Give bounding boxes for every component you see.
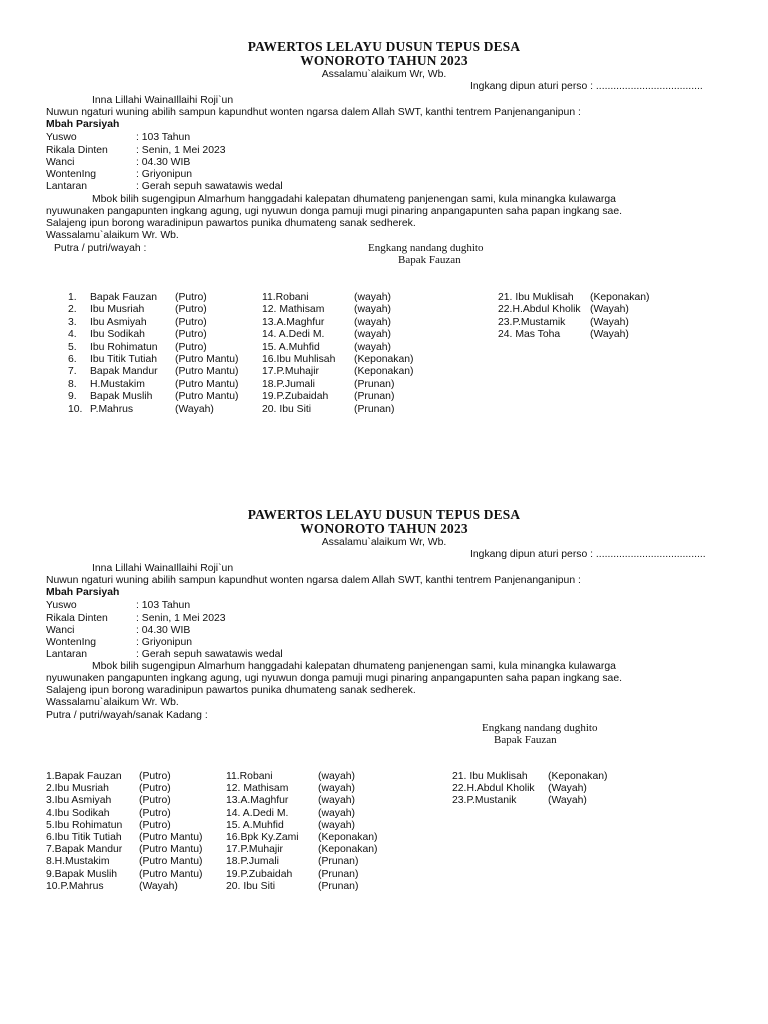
greeting: Assalamu`alaikum Wr, Wb. xyxy=(321,69,447,80)
notice-title-line2: WONOROTO TAHUN 2023 xyxy=(300,521,468,536)
forward-paragraph: Salajeng ipun borong waradinipun pawartos punika dhumateng sanak sedherek. xyxy=(46,685,416,696)
list-item-relation: (Keponakan) xyxy=(354,366,414,378)
list-item-name: 24. Mas Toha xyxy=(498,329,561,341)
list-item-name: 3.Ibu Asmiyah xyxy=(46,795,112,807)
list-item-name: Ibu Rohimatun xyxy=(90,341,158,353)
list-item-number: 7. xyxy=(68,366,77,378)
detail-value: : Senin, 1 Mei 2023 xyxy=(136,145,226,156)
list-item-number: 5. xyxy=(68,341,77,353)
list-item-name: 22.H.Abdul Kholik xyxy=(498,304,581,316)
list-item-name: Ibu Sodikah xyxy=(90,329,145,341)
list-item-relation: (wayah) xyxy=(318,807,355,819)
signer-name: Bapak Fauzan xyxy=(494,734,557,746)
list-item-name: 12. Mathisam xyxy=(262,304,325,316)
detail-value: : Griyonipun xyxy=(136,637,193,648)
list-item-name: 19.P.Zubaidah xyxy=(262,391,329,403)
list-item-relation: (Putro) xyxy=(175,329,207,341)
list-item-name: 13.A.Maghfur xyxy=(262,316,325,328)
detail-label: Yuswo xyxy=(46,600,77,611)
apology-paragraph-line2: nyuwunaken pangapunten ingkang agung, ugi nyuwun donga pamuji mugi pinaring anpangapunten saha papan ingkang sae. xyxy=(46,673,622,684)
list-item-number: 2. xyxy=(68,304,77,316)
notice-1 xyxy=(0,0,768,470)
list-item-relation: (wayah) xyxy=(354,304,391,316)
list-item-name: 8.H.Mustakim xyxy=(46,856,110,868)
detail-label: Wanci xyxy=(46,157,75,168)
list-item-relation: (Wayah) xyxy=(548,783,587,795)
list-item-name: 18.P.Jumali xyxy=(262,378,315,390)
list-item-relation: (Prunan) xyxy=(318,880,359,892)
list-item-relation: (Wayah) xyxy=(590,329,629,341)
detail-value: : Gerah sepuh sawatawis wedal xyxy=(136,649,283,660)
list-item-relation: (Wayah) xyxy=(590,316,629,328)
list-item-relation: (Wayah) xyxy=(139,880,178,892)
list-item-relation: (wayah) xyxy=(354,329,391,341)
notice-title-line1: PAWERTOS LELAYU DUSUN TEPUS DESA xyxy=(247,39,521,54)
detail-label: Rikala Dinten xyxy=(46,613,108,624)
notice-2 xyxy=(0,466,768,936)
greeting: Assalamu`alaikum Wr, Wb. xyxy=(321,537,447,548)
list-item-relation: (Keponakan) xyxy=(354,354,414,365)
list-item-relation: (Putro Mantu) xyxy=(139,832,203,843)
list-item-name: 9.Bapak Muslih xyxy=(46,868,118,880)
list-item-number: 10. xyxy=(68,403,83,415)
list-item-number: 8. xyxy=(68,378,77,390)
list-item-name: 19.P.Zubaidah xyxy=(226,868,293,880)
list-item-relation: (Prunan) xyxy=(354,378,395,390)
deceased-name: Mbah Parsiyah xyxy=(46,587,120,598)
list-item-relation: (Putro) xyxy=(175,304,207,316)
list-item-name: Bapak Fauzan xyxy=(90,292,158,303)
list-item-relation: (Putro Mantu) xyxy=(139,844,203,856)
list-item-name: 7.Bapak Mandur xyxy=(46,844,123,856)
forward-paragraph: Salajeng ipun borong waradinipun pawartos punika dhumateng sanak sedherek. xyxy=(46,218,416,229)
notice-title-line2: WONOROTO TAHUN 2023 xyxy=(300,53,468,68)
list-item-name: 2.Ibu Musriah xyxy=(46,783,109,795)
list-item-relation: (wayah) xyxy=(318,771,355,782)
family-list-label: Putra / putri/wayah/sanak Kadang : xyxy=(46,710,208,721)
list-item-name: 14. A.Dedi M. xyxy=(226,807,289,819)
list-item-relation: (Putro) xyxy=(139,795,171,807)
list-item-name: 21. Ibu Muklisah xyxy=(452,771,528,782)
detail-value: : 103 Tahun xyxy=(136,132,191,143)
list-item-name: 11.Robani xyxy=(262,292,309,303)
list-item-name: 10.P.Mahrus xyxy=(46,880,104,892)
list-item-name: 21. Ibu Muklisah xyxy=(498,292,574,303)
list-item-name: Bapak Muslih xyxy=(90,391,153,403)
list-item-relation: (wayah) xyxy=(354,341,391,353)
list-item-relation: (Wayah) xyxy=(590,304,629,316)
detail-value: : Griyonipun xyxy=(136,169,193,180)
list-item-name: 23.P.Mustamik xyxy=(498,316,566,328)
list-item-relation: (Prunan) xyxy=(354,403,395,415)
list-item-relation: (wayah) xyxy=(318,819,355,831)
list-item-relation: (Putro) xyxy=(175,292,207,303)
list-item-number: 6. xyxy=(68,354,77,365)
closing-salam: Wassalamu`alaikum Wr. Wb. xyxy=(46,230,179,241)
list-item-relation: (Putro Mantu) xyxy=(139,868,203,880)
list-item-relation: (Wayah) xyxy=(175,403,214,415)
list-item-number: 1. xyxy=(68,292,77,303)
signer-title: Engkang nandang dughito xyxy=(368,242,484,254)
detail-label: Lantaran xyxy=(46,181,88,192)
inna-lillahi: Inna Lillahi WainaIllaihi Roji`un xyxy=(92,95,234,106)
intro-text: Nuwun ngaturi wuning abilih sampun kapundhut wonten ngarsa dalem Allah SWT, kanthi tentrem Panjenanganipun : xyxy=(46,575,581,586)
list-item-name: 11.Robani xyxy=(226,771,273,782)
list-item-relation: (Keponakan) xyxy=(590,292,650,303)
list-item-relation: (wayah) xyxy=(318,783,355,795)
list-item-name: Bapak Mandur xyxy=(90,366,158,378)
list-item-relation: (Putro) xyxy=(139,783,171,795)
list-item-relation: (Wayah) xyxy=(548,795,587,807)
list-item-name: 14. A.Dedi M. xyxy=(262,329,325,341)
list-item-name: 5.Ibu Rohimatun xyxy=(46,819,123,831)
detail-value: : 04.30 WIB xyxy=(136,157,191,168)
detail-label: Lantaran xyxy=(46,649,88,660)
detail-label: WontenIng xyxy=(46,169,97,180)
detail-value: : Gerah sepuh sawatawis wedal xyxy=(136,181,283,192)
list-item-name: 13.A.Maghfur xyxy=(226,795,289,807)
list-item-name: 17.P.Muhajir xyxy=(262,366,319,378)
list-item-name: 6.Ibu Titik Tutiah xyxy=(46,832,122,843)
intro-text: Nuwun ngaturi wuning abilih sampun kapundhut wonten ngarsa dalem Allah SWT, kanthi tentrem Panjenanganipun : xyxy=(46,107,581,118)
list-item-name: Ibu Titik Tutiah xyxy=(90,354,157,365)
list-item-name: Ibu Musriah xyxy=(90,304,145,316)
list-item-number: 4. xyxy=(68,329,77,341)
list-item-name: 16.Ibu Muhlisah xyxy=(262,354,336,365)
list-item-name: 17.P.Muhajir xyxy=(226,844,283,856)
inna-lillahi: Inna Lillahi WainaIllaihi Roji`un xyxy=(92,563,234,574)
recipient-line: Ingkang dipun aturi perso : ...................................... xyxy=(470,549,706,560)
list-item-relation: (Putro) xyxy=(139,807,171,819)
list-item-relation: (Keponakan) xyxy=(318,844,378,856)
list-item-relation: (Putro Mantu) xyxy=(175,378,239,390)
list-item-name: 15. A.Muhfid xyxy=(226,819,284,831)
list-item-name: 12. Mathisam xyxy=(226,783,289,795)
apology-paragraph-line2: nyuwunaken pangapunten ingkang agung, ugi nyuwun donga pamuji mugi pinaring anpangapunten saha papan ingkang sae. xyxy=(46,206,622,217)
list-item-name: 23.P.Mustanik xyxy=(452,795,517,807)
list-item-name: 18.P.Jumali xyxy=(226,856,279,868)
detail-label: Yuswo xyxy=(46,132,77,143)
list-item-relation: (Putro) xyxy=(175,316,207,328)
detail-label: Wanci xyxy=(46,625,75,636)
list-item-name: 15. A.Muhfid xyxy=(262,341,320,353)
list-item-relation: (Prunan) xyxy=(354,391,395,403)
detail-value: : Senin, 1 Mei 2023 xyxy=(136,613,226,624)
apology-paragraph-line1: Mbok bilih sugengipun Almarhum hanggadahi kalepatan dhumateng panjenengan sami, kula minangka kulawarga xyxy=(92,194,616,205)
detail-label: Rikala Dinten xyxy=(46,145,108,156)
deceased-name: Mbah Parsiyah xyxy=(46,119,120,130)
list-item-number: 9. xyxy=(68,391,77,403)
list-item-name: 20. Ibu Siti xyxy=(262,403,312,415)
list-item-name: H.Mustakim xyxy=(90,378,145,390)
signer-name: Bapak Fauzan xyxy=(398,254,461,266)
closing-salam: Wassalamu`alaikum Wr. Wb. xyxy=(46,697,179,708)
list-item-relation: (Prunan) xyxy=(318,868,359,880)
list-item-relation: (Putro Mantu) xyxy=(175,391,239,403)
family-list-label: Putra / putri/wayah : xyxy=(54,243,147,254)
list-item-relation: (Putro) xyxy=(139,819,171,831)
list-item-name: P.Mahrus xyxy=(90,403,134,415)
list-item-name: 22.H.Abdul Kholik xyxy=(452,783,535,795)
detail-value: : 04.30 WIB xyxy=(136,625,191,636)
signer-title: Engkang nandang dughito xyxy=(482,722,598,734)
list-item-relation: (wayah) xyxy=(354,316,391,328)
list-item-number: 3. xyxy=(68,316,77,328)
list-item-relation: (Prunan) xyxy=(318,856,359,868)
list-item-name: 1.Bapak Fauzan xyxy=(46,771,122,782)
list-item-name: 16.Bpk Ky.Zami xyxy=(226,832,299,843)
list-item-relation: (wayah) xyxy=(354,292,391,303)
apology-paragraph-line1: Mbok bilih sugengipun Almarhum hanggadahi kalepatan dhumateng panjenengan sami, kula minangka kulawarga xyxy=(92,661,616,672)
list-item-relation: (Putro) xyxy=(139,771,171,782)
list-item-relation: (Keponakan) xyxy=(318,832,378,843)
list-item-relation: (Putro Mantu) xyxy=(175,354,239,365)
detail-label: WontenIng xyxy=(46,637,97,648)
notice-title-line1: PAWERTOS LELAYU DUSUN TEPUS DESA xyxy=(247,507,521,522)
detail-value: : 103 Tahun xyxy=(136,600,191,611)
list-item-relation: (Putro Mantu) xyxy=(175,366,239,378)
list-item-relation: (Putro Mantu) xyxy=(139,856,203,868)
list-item-name: 4.Ibu Sodikah xyxy=(46,807,110,819)
list-item-relation: (Keponakan) xyxy=(548,771,608,782)
list-item-relation: (wayah) xyxy=(318,795,355,807)
list-item-relation: (Putro) xyxy=(175,341,207,353)
recipient-line: Ingkang dipun aturi perso : ..................................... xyxy=(470,81,703,92)
list-item-name: Ibu Asmiyah xyxy=(90,316,147,328)
list-item-name: 20. Ibu Siti xyxy=(226,880,276,892)
